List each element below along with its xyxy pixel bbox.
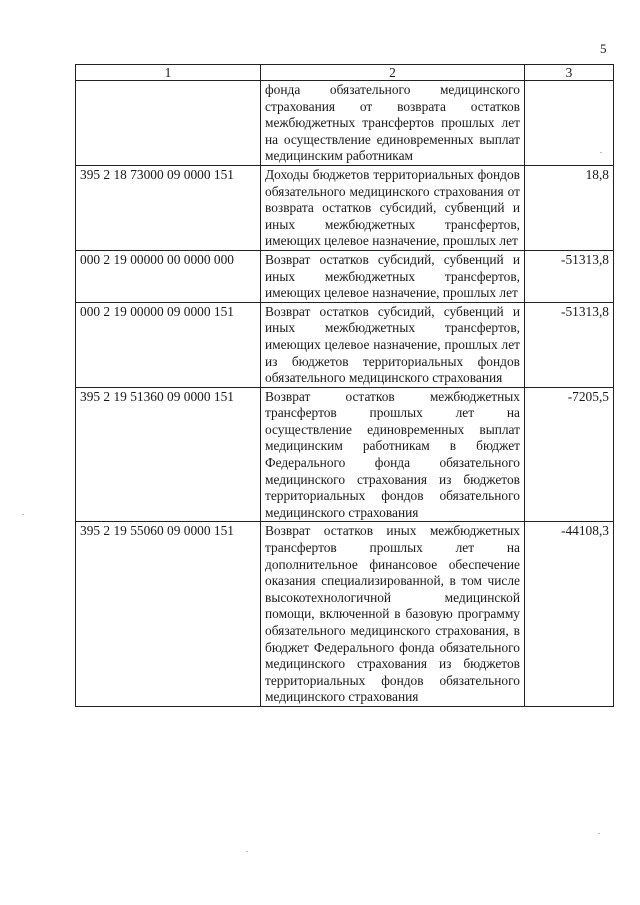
table-row: [76, 387, 614, 522]
row-description: Возврат остатков иных межбюджетных трансфертов прошлых лет на дополнительное финансовое обеспечение оказания специализированной, в том числе высокотехнологичной медицинской помощи, включенной в базовую программу обязательного медицинского страхования, в бюджет Федерального фонда обязательного медицинского страхования из бюджетов территориальных фондов обязательного медицинского страхования: [261, 522, 525, 707]
table-row: [76, 250, 614, 302]
budget-code: 000 2 19 00000 00 0000 000: [76, 250, 261, 302]
budget-code: 395 2 19 55060 09 0000 151: [76, 522, 261, 707]
row-description: Доходы бюджетов территориальных фондов обязательного медицинского страхования от возврата остатков субсидий, субвенций и иных межбюджетных трансфертов, имеющих целевое назначение, прошлых лет: [261, 165, 525, 250]
table-header-row: [76, 65, 614, 81]
table-row: [76, 165, 614, 250]
budget-code: 395 2 18 73000 09 0000 151: [76, 165, 261, 250]
table-row: [76, 302, 614, 387]
budget-code: [76, 81, 261, 166]
row-amount: -7205,5: [525, 387, 614, 522]
row-description: фонда обязательного медицинского страхования от возврата остатков межбюджетных трансфертов прошлых лет на осуществление единовременных выплат медицинским работникам: [261, 81, 525, 166]
budget-code: 000 2 19 00000 09 0000 151: [76, 302, 261, 387]
budget-code: 395 2 19 51360 09 0000 151: [76, 387, 261, 522]
column-header-2: 2: [261, 65, 525, 81]
row-description: Возврат остатков межбюджетных трансфертов прошлых лет на осуществление единовременных выплат медицинским работникам в бюджет Федерального фонда обязательного медицинского страхования из бюджетов территориальных фондов обязательного медицинского страхования: [261, 387, 525, 522]
column-header-3: 3: [525, 65, 614, 81]
row-amount: -44108,3: [525, 522, 614, 707]
budget-table: [75, 64, 614, 707]
column-header-1: 1: [76, 65, 261, 81]
scan-speck: [600, 152, 602, 153]
row-amount: -51313,8: [525, 250, 614, 302]
row-description: Возврат остатков субсидий, субвенций и иных межбюджетных трансфертов, имеющих целевое назначение, прошлых лет из бюджетов территориальных фондов обязательного медицинского страхования: [261, 302, 525, 387]
row-amount: -51313,8: [525, 302, 614, 387]
table-row: [76, 522, 614, 707]
scan-speck: [22, 514, 24, 515]
row-description: Возврат остатков субсидий, субвенций и иных межбюджетных трансфертов, имеющих целевое назначение, прошлых лет: [261, 250, 525, 302]
page-number: 5: [600, 41, 607, 56]
row-amount: 18,8: [525, 165, 614, 250]
table-row: [76, 81, 614, 166]
scan-speck: [246, 851, 248, 852]
scan-speck: [598, 833, 600, 834]
